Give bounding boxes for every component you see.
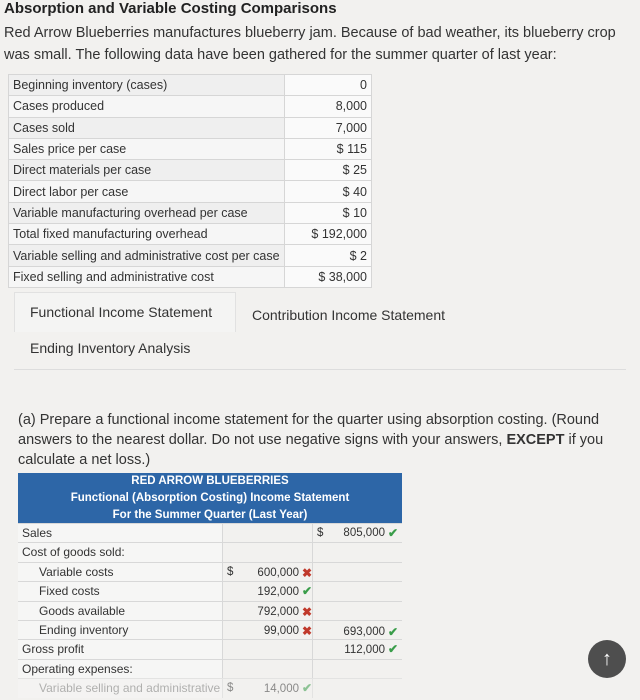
check-icon: ✔	[388, 526, 399, 540]
problem-intro: Red Arrow Blueberries manufactures blueberry jam. Because of bad weather, its blueberry crop was small. The following data have been gathered for the summer quarter of last year:	[4, 25, 616, 63]
data-label: Cases produced	[9, 96, 285, 117]
check-icon: ✔	[388, 642, 399, 657]
data-label: Sales price per case	[9, 138, 285, 159]
dollar-sign: $	[227, 682, 234, 695]
table-row	[9, 138, 372, 159]
table-row	[9, 245, 372, 266]
check-icon: ✔	[388, 625, 399, 639]
data-label: Total fixed manufacturing overhead	[9, 224, 285, 245]
sales-input[interactable]	[312, 523, 402, 542]
row-label-variable-costs: Variable costs	[18, 562, 222, 581]
data-value: $ 25	[284, 160, 371, 181]
data-label: Direct materials per case	[9, 160, 285, 181]
table-row	[9, 224, 372, 245]
row-label-gross-profit: Gross profit	[18, 639, 222, 658]
x-mark-icon: ✖	[302, 565, 313, 580]
table-row	[9, 202, 372, 223]
row-label-sales: Sales	[18, 523, 222, 542]
empty-cell	[312, 659, 402, 678]
arrow-up-icon: ↑	[602, 647, 612, 670]
table-row	[18, 620, 402, 639]
question-text: (a) Prepare a functional income statement for the quarter using absorption costing. (Round answers to the nearest dollar. Do not use negative signs with your answers, EXCEPT if you calculate a net loss.)	[18, 412, 604, 468]
table-row	[9, 117, 372, 138]
statement-title: Functional (Absorption Costing) Income Statement	[70, 492, 350, 504]
goods-available-value: 792,000	[257, 605, 299, 618]
ending-inventory-input[interactable]	[222, 620, 312, 639]
table-row	[18, 523, 402, 542]
scroll-to-top-button[interactable]	[588, 640, 626, 678]
data-label: Fixed selling and administrative cost	[9, 266, 285, 287]
table-row	[9, 181, 372, 202]
table-row	[18, 542, 402, 561]
gross-profit-value: 112,000	[344, 644, 385, 657]
cogs-total-value: 693,000	[343, 626, 385, 638]
given-data-table	[8, 74, 372, 288]
gross-profit-input[interactable]	[312, 639, 402, 658]
data-label: Beginning inventory (cases)	[9, 75, 285, 96]
data-value: $ 2	[284, 245, 371, 266]
table-row	[9, 160, 372, 181]
table-row	[18, 581, 402, 600]
dollar-sign: $	[317, 527, 324, 539]
page-title: Absorption and Variable Costing Comparisons	[4, 0, 337, 17]
data-value: $ 192,000	[284, 224, 371, 245]
data-label: Variable manufacturing overhead per case	[9, 202, 285, 223]
data-value: 7,000	[284, 117, 371, 138]
data-value: $ 115	[284, 138, 371, 159]
row-label-goods-available: Goods available	[18, 601, 222, 620]
empty-cell	[312, 581, 402, 600]
empty-cell	[222, 639, 312, 658]
table-row	[18, 659, 402, 678]
empty-cell	[222, 523, 312, 542]
table-row	[18, 639, 402, 658]
goods-available-input[interactable]	[222, 601, 312, 620]
data-value: 0	[284, 75, 371, 96]
x-mark-icon: ✖	[302, 604, 313, 619]
fixed-costs-input[interactable]	[222, 581, 312, 600]
table-row	[9, 266, 372, 287]
empty-cell	[312, 562, 402, 581]
empty-cell	[312, 601, 402, 620]
table-row	[9, 96, 372, 117]
table-row	[18, 562, 402, 581]
table-row	[18, 678, 402, 697]
fixed-costs-value: 192,000	[257, 586, 299, 599]
data-value: $ 38,000	[284, 266, 371, 287]
statement-header	[18, 473, 402, 523]
tab-functional-income-statement[interactable]: Functional Income Statement	[30, 304, 213, 320]
table-row	[9, 75, 372, 96]
row-label-cogs: Cost of goods sold:	[18, 542, 222, 561]
row-label-ending-inventory: Ending inventory	[18, 620, 222, 639]
empty-cell	[312, 542, 402, 561]
data-value: 8,000	[284, 96, 371, 117]
data-label: Variable selling and administrative cost per case	[9, 245, 285, 266]
tab-ending-inventory-analysis[interactable]: Ending Inventory Analysis	[30, 340, 191, 356]
empty-cell	[222, 659, 312, 678]
data-value: $ 10	[284, 202, 371, 223]
tab-contribution-income-statement[interactable]: Contribution Income Statement	[252, 307, 445, 323]
section-divider	[14, 369, 626, 370]
data-label: Cases sold	[9, 117, 285, 138]
statement-company: RED ARROW BLUEBERRIES	[131, 475, 289, 487]
income-statement	[18, 523, 402, 700]
sales-value: 805,000	[343, 527, 385, 539]
row-label-variable-selling: Variable selling and administrative	[18, 678, 222, 697]
variable-selling-input[interactable]	[222, 678, 312, 697]
check-icon: ✔	[302, 584, 313, 599]
variable-selling-value: 14,000	[263, 683, 299, 696]
dollar-sign: $	[227, 565, 234, 578]
data-label: Direct labor per case	[9, 181, 285, 202]
x-mark-icon: ✖	[302, 624, 313, 638]
table-row	[18, 601, 402, 620]
empty-cell	[312, 678, 402, 697]
row-label-fixed-costs: Fixed costs	[18, 581, 222, 600]
data-value: $ 40	[284, 181, 371, 202]
statement-period: For the Summer Quarter (Last Year)	[112, 509, 308, 521]
variable-costs-value: 600,000	[257, 566, 299, 579]
variable-costs-input[interactable]	[222, 562, 312, 581]
ending-inventory-value: 99,000	[263, 625, 299, 637]
row-label-operating-expenses: Operating expenses:	[18, 659, 222, 678]
empty-cell	[222, 542, 312, 561]
check-icon: ✔	[302, 681, 313, 696]
cogs-total-input[interactable]	[312, 620, 402, 639]
